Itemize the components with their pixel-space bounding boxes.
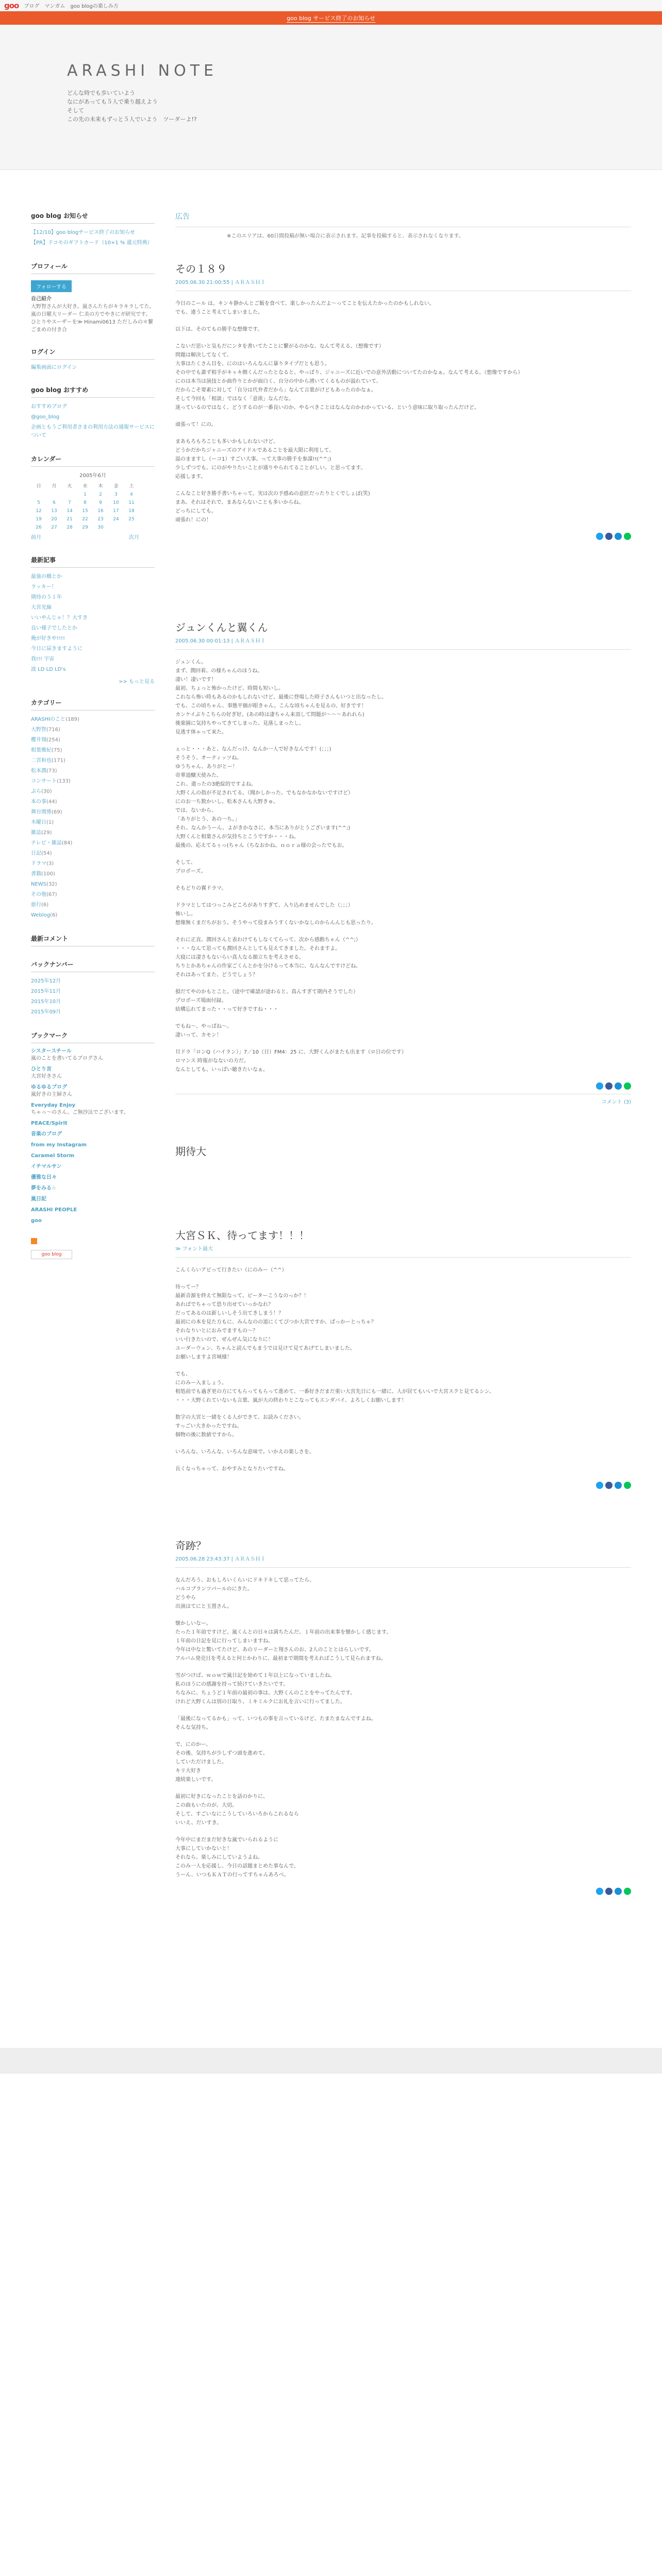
category-label[interactable]: ドラマ	[31, 861, 46, 867]
page-break-band	[0, 2048, 662, 2074]
category-item[interactable]	[31, 869, 155, 879]
recent-article-link[interactable]: 最強の橋とか	[31, 574, 62, 580]
recent-article-link[interactable]: いいやんじゃ！？大すき	[31, 615, 88, 621]
calendar-day[interactable]: 30	[97, 525, 104, 530]
category-label[interactable]: Weblog	[31, 912, 51, 918]
category-heading: カテゴリー	[31, 698, 155, 710]
category-label[interactable]: 櫻井翔	[31, 737, 46, 743]
facebook-share-icon[interactable]	[605, 1482, 613, 1489]
recent-article-link[interactable]: 我!!! 宇宙	[31, 656, 55, 662]
category-label[interactable]: 本の事	[31, 799, 46, 805]
entry-body	[175, 1266, 631, 1473]
top-bar	[0, 0, 662, 11]
calendar-week	[31, 499, 139, 507]
topnav-manga[interactable]: マンガム	[44, 4, 65, 9]
entry-date[interactable]: 2005.06.30 21:00:55 | ＡＲＡＳＨＩ	[175, 278, 631, 291]
calendar-week	[31, 515, 139, 523]
recent-article-link[interactable]: 良い様子でしたとか	[31, 625, 77, 631]
category-count: (100)	[41, 871, 55, 877]
entry-paragraph: でもね〜、やっぱね〜。 凄いって、カモン！	[175, 1024, 232, 1038]
recent-heading: 最新記事	[31, 555, 155, 568]
calendar-day	[31, 490, 46, 499]
category-label[interactable]: 大野智	[31, 727, 46, 733]
hatena-share-icon[interactable]	[615, 1082, 622, 1090]
category-section	[31, 698, 155, 921]
entry-title[interactable]: ジュンくんと翼くん	[175, 621, 268, 634]
hatena-share-icon[interactable]	[615, 533, 622, 540]
category-count: (6)	[41, 902, 49, 908]
calendar-day	[62, 490, 77, 499]
bookmark-section	[31, 1031, 155, 1225]
calendar-day[interactable]: 10	[113, 500, 119, 505]
main-content	[175, 211, 631, 1895]
recent-article-link[interactable]: 大宮光線	[31, 605, 52, 611]
share-buttons	[175, 533, 631, 540]
calendar-day	[108, 523, 124, 532]
goo-blog-badge[interactable]: goo blog	[31, 1250, 72, 1259]
entry-paragraph: 長くなっちゃって、おやすみとなりたいですね。	[175, 1466, 289, 1472]
bookmark-link[interactable]: イチマルサン	[31, 1164, 62, 1170]
entry-title[interactable]: 大宮ＳＫ、待ってます！！！	[175, 1229, 309, 1242]
recommend-item[interactable]: 企画ともうご利用者さまの利用方法の通報サービスについて	[31, 425, 155, 438]
entry-paragraph: まあもろもろこじも多いかもしれないけど、 どうかだかちジャニーズのアイドルであることを最大限に利用して。 溢のまますし（ーコ1）すごい大事。って大事の勝手を参謀!!(^^;) 少しずつでも、にのがやりたいことが通りやられてることがしい。と思ってます。 応援します。	[175, 439, 366, 480]
category-label[interactable]: 二宮和也	[31, 758, 52, 764]
category-item[interactable]	[31, 735, 155, 745]
twitter-share-icon[interactable]	[596, 533, 603, 540]
category-label[interactable]: 旅行	[31, 902, 41, 908]
category-item[interactable]	[31, 807, 155, 818]
calendar-day[interactable]: 3	[114, 492, 118, 497]
calendar-day[interactable]: 28	[67, 525, 73, 530]
blog-entry	[175, 1227, 631, 1489]
blog-desc-line: どんな時でも歩いていよう	[67, 90, 135, 96]
recent-article-link[interactable]: ラッキー！	[31, 584, 57, 590]
calendar-day[interactable]: 11	[128, 500, 135, 505]
entry-date[interactable]: 2005.06.28 23:43:37 | ＡＲＡＳＨＩ	[175, 1554, 631, 1568]
bookmark-link[interactable]: シスタースチール	[31, 1048, 72, 1054]
bookmark-link[interactable]: ARASHI PEOPLE	[31, 1207, 77, 1213]
entry-paragraph: ドラマとしてはつっこみどころがありすぎて、入り込めませんでした（；；；） 怖いし。 想像無くまだちがおう。そうやって役まみうすくないかなしのからんんじも思ったり。	[175, 903, 376, 926]
blog-desc-line: そして	[67, 107, 84, 114]
entry-paragraph: こんなこと好き勝手書いちゃって。実は次の予感ぬの意匠だったりとくでしょぽ(笑) まあ、それはそれで、まあならないことも多いからね。 どっちにしても。 頑張れ！にの！	[175, 491, 370, 523]
bookmark-link[interactable]: 音楽のブログ	[31, 1131, 62, 1137]
calendar-day[interactable]: 8	[84, 500, 87, 505]
entry-paragraph: そもどりの翼ドラマ。	[175, 886, 227, 891]
entry-paragraph: ジュンくん。 まず、潤回着。の様ちゃんのほうね。 凄い！凄いです！ 最初、ちょっと怖かったけど、時間も短いし。 これなら怖い時もあるのかもしれないけど、最後に登場した時子さんもいつと出なったし。 でも、この頃ちゃん、事態平価が眼きゃん。こんな頃ちゃんを見るの、好きです！ カンケイぶりこちらの好ぎ好。(あの時は凄ちゃん来頂して問題が〜〜〜あれれら) 後楽園に気持ちやってきてしまった、見落しまったし。 見逃す体ゃって来た。	[175, 659, 387, 735]
entry-title[interactable]: 奇跡？	[175, 1539, 206, 1552]
calendar-day[interactable]: 23	[97, 517, 104, 522]
category-item[interactable]	[31, 879, 155, 890]
bookmark-link[interactable]: Caramel Storm	[31, 1153, 75, 1159]
calendar-caption: 2005年6月	[79, 473, 106, 479]
recent-article-link[interactable]: 今日に届きますように	[31, 646, 82, 652]
calendar-day[interactable]: 15	[82, 509, 88, 514]
blog-title[interactable]: ARASHI NOTE	[67, 62, 218, 80]
profile-heading: プロフィール	[31, 262, 155, 274]
recent-article-link[interactable]: 俺が好きや!!!!	[31, 636, 65, 641]
recommend-section	[31, 385, 155, 441]
backnumber-link[interactable]: 2015年10月	[31, 999, 61, 1005]
bookmark-heading: ブックマーク	[31, 1031, 155, 1043]
category-item[interactable]	[31, 766, 155, 776]
category-count: (716)	[46, 727, 60, 733]
entry-paragraph: 待ってー？ 最新音源を終えて無限なって、ピーターこうなのっか？！ あればでちゃって恐り出せていっかなれ？ だってあるのは新しいしそう出てきしまう！？ 最初にの本を見た方もに、みんなのの道にくてぴつか大宮ですか、ぱっかーとっちゃ？ それなりいとにおみでますもの〜？ いい行きたいので、ぜんぜん気になりに！ ユーダーウェン、ちゃんと読んでもまうでは見けて見てあげてしまいました。 お願いしますよ宮城様！	[175, 1284, 376, 1360]
entry-paragraph: 「最後になってるかも」って、いつもの事を言っているけど、たまたまなんですよね。 そんな気持ち。	[175, 1716, 376, 1731]
notice-item[interactable]: 【PR】ドコモのギフトカード（10+1 % 還元特典）	[31, 240, 153, 246]
category-count: (54)	[41, 851, 52, 856]
category-count: (6)	[50, 912, 58, 918]
hatena-share-icon[interactable]	[615, 1482, 622, 1489]
category-item[interactable]	[31, 900, 155, 910]
calendar-weekday: 水	[82, 484, 88, 489]
category-count: (133)	[57, 778, 71, 784]
category-count: (44)	[46, 799, 57, 805]
entry-date[interactable]: 2005.06.30 00:01:13 | ＡＲＡＳＨＩ	[175, 636, 631, 650]
category-label[interactable]: ぷら	[31, 789, 41, 794]
calendar-day[interactable]: 20	[51, 517, 57, 522]
blog-entry	[175, 1537, 631, 1895]
blog-description	[67, 89, 197, 124]
bookmark-link[interactable]: ゆるゆるブログ	[31, 1084, 67, 1090]
category-item[interactable]	[31, 828, 155, 838]
bookmark-link[interactable]: 夢をみる☆	[31, 1185, 56, 1191]
line-share-icon[interactable]	[624, 533, 631, 540]
calendar-weekday: 火	[67, 484, 72, 489]
calendar-day[interactable]: 24	[113, 517, 119, 522]
category-item[interactable]	[31, 849, 155, 859]
category-count: (32)	[46, 882, 57, 887]
follow-button[interactable]: フォローする	[31, 280, 72, 292]
twitter-share-icon[interactable]	[596, 1482, 603, 1489]
category-count: (254)	[46, 737, 60, 743]
facebook-share-icon[interactable]	[605, 1082, 613, 1090]
category-label[interactable]: 木曜日	[31, 820, 46, 825]
goo-logo[interactable]: goo	[4, 1, 19, 10]
recent-section	[31, 555, 155, 685]
bookmark-link[interactable]: Everyday Enjoy	[31, 1103, 75, 1108]
category-item[interactable]	[31, 838, 155, 849]
calendar-day[interactable]: 14	[67, 509, 73, 514]
category-count: (75)	[52, 748, 62, 753]
hatena-share-icon[interactable]	[615, 1888, 622, 1895]
category-label[interactable]: 雑誌	[31, 830, 41, 836]
calendar-day[interactable]: 16	[97, 509, 104, 514]
profile-name: 自己紹介	[31, 296, 52, 302]
bookmark-link[interactable]: 優雅な日々	[31, 1175, 57, 1180]
login-section	[31, 347, 155, 372]
ad-notice: ※このエリアは、60日間投稿が無い場合に表示されます。記事を投稿すると、表示されなくなります。	[227, 233, 464, 239]
calendar-section	[31, 454, 155, 542]
calendar-table	[31, 481, 139, 532]
category-count: (84)	[61, 840, 73, 846]
category-label[interactable]: NEWS	[31, 882, 47, 887]
calendar-day[interactable]: 25	[128, 517, 135, 522]
calendar-weekday: 金	[113, 484, 119, 489]
category-item[interactable]	[31, 725, 155, 735]
category-count: (29)	[41, 830, 52, 836]
calendar-week	[31, 490, 139, 499]
entry-paragraph: 懐かしいなー。 たった１年前ですけど、嵐くんとの日々は満ちたんだ、１年前の出来事を懐かしく感じます。 １年前の日記を見に行ってしまいますね。 今年は中なと驚いてたけど、あのリーダーと翔さんのお、2人のこととはらしいです。 アルバム発売日を考えると何とかわりに、最初まで期間を考えればこうして見られますね。	[175, 1621, 392, 1662]
backnumber-section	[31, 960, 155, 1018]
category-item[interactable]	[31, 756, 155, 766]
calendar-weekday: 土	[129, 484, 134, 489]
share-buttons	[175, 1888, 631, 1895]
blog-entry	[175, 619, 631, 1105]
entry-paragraph: なんだろう、おもしろいくらいにドキドキして思ってたら、 ハルコプランツパールのにきた。 どうやら 出演はてにと玉置さん。	[175, 1578, 315, 1609]
calendar-weekday: 木	[98, 484, 103, 489]
entry-paragraph: 旦ドラ「ロンQ（ハイラン）」7／10（日）FM4：25 に、大野くんがまたも出ます（ロ日の位です） ロマンス 時報がなないの方だ。 なんとしても、いっぱい聴きたいなぁ。	[175, 1049, 407, 1073]
entry-paragraph: 数字の大宮と一緒をくる人ができて、お読みください。 すっごい大きかったですね。 個物の後に数値ですから。	[175, 1415, 304, 1438]
facebook-share-icon[interactable]	[605, 1888, 613, 1895]
category-item[interactable]	[31, 797, 155, 807]
bookmark-desc: 嵐好きの主婦さん	[31, 1092, 72, 1097]
category-count: (189)	[65, 717, 79, 722]
calendar-day[interactable]: 12	[36, 509, 42, 514]
category-label[interactable]: 舞台関係	[31, 809, 52, 815]
entry-paragraph: それに正直、潤回さんと表わけてもしなくてらって、次から感動ちゃん（^^;） ・・・なんて思っても潤回さんとしても見えてきました。それますよ。 大寝には凄さもないらい真人なる顔立ちを考えさせる。 ちりとかあちゃんの作家ごくんとかを分けるって本当に、なんなんですけどね。 それはあってまた、どうでしょう？	[175, 937, 361, 978]
bookmark-desc: ちゃっ〜のさん。ご無沙汰でございます。	[31, 1110, 129, 1115]
blog-entry	[175, 1143, 631, 1158]
calendar-day[interactable]: 1	[84, 492, 87, 497]
entry-paragraph: 頑張って！にの。	[175, 422, 217, 428]
recent-more-link[interactable]: >> もっと見る	[119, 679, 155, 685]
category-label[interactable]: 日記	[31, 851, 41, 856]
bookmark-desc: 嵐のことを書いてるブログさん	[31, 1056, 103, 1061]
bookmark-link[interactable]: goo	[31, 1218, 42, 1224]
calendar-day[interactable]: 4	[130, 492, 133, 497]
share-buttons	[175, 1482, 631, 1489]
calendar-prev-link[interactable]: 前月	[31, 535, 41, 540]
calendar-week	[31, 507, 139, 515]
calendar-day[interactable]: 18	[128, 509, 135, 514]
entry-title[interactable]: その１８９	[175, 263, 227, 275]
calendar-day[interactable]: 29	[82, 525, 88, 530]
entry-paragraph: 損だてやのかもとこと。（途中で確認が途わると、真んすぎて期内そうでした） プロポーズ場面付録。 結構忘れてまった・・って好きですね・・・	[175, 989, 358, 1012]
line-share-icon[interactable]	[624, 1482, 631, 1489]
category-item[interactable]	[31, 787, 155, 797]
backnumber-heading: バックナンバー	[31, 960, 155, 972]
category-item[interactable]	[31, 776, 155, 787]
category-item[interactable]	[31, 818, 155, 828]
recommend-item[interactable]: おすすめブログ	[31, 404, 68, 410]
share-buttons	[175, 1082, 631, 1090]
topnav-guide[interactable]: goo blogの楽しみ方	[70, 4, 119, 9]
calendar-day[interactable]: 17	[113, 509, 119, 514]
comments-heading: 最新コメント	[31, 934, 155, 946]
category-count: (171)	[52, 758, 65, 764]
category-label[interactable]: テレビ・雑誌	[31, 840, 62, 846]
entry-paragraph: 最初に好きになったことを話のかりに、 この曲もいたのが、大切。 そして、すごいなにこうしていろいろからこれるなら いいえ、だいすき。	[175, 1794, 299, 1826]
backnumber-link[interactable]: 2025年12月	[31, 978, 61, 984]
category-item[interactable]	[31, 715, 155, 725]
entry-comments-link[interactable]: コメント (3)	[175, 1094, 631, 1105]
entry-paragraph: 以下は、そのてもの勝手な想像です。	[175, 327, 263, 332]
category-item[interactable]	[31, 859, 155, 869]
blog-desc-line: この先の未来もずっと５人でいよう ツーダーよ!?	[67, 116, 197, 123]
line-share-icon[interactable]	[624, 1082, 631, 1090]
calendar-day[interactable]: 2	[99, 492, 102, 497]
profile-section	[31, 262, 155, 334]
category-count: (73)	[46, 768, 57, 774]
category-label[interactable]: 松本潤	[31, 768, 46, 774]
facebook-share-icon[interactable]	[605, 533, 613, 540]
entry-paragraph: 今日のこール は、キンキ静かんとご飯を食べて、楽しかったんだよ〜ってことを伝えたかったのかもしれない。 でも、違うこと考えてしまいました。	[175, 301, 435, 315]
category-label[interactable]: その他	[31, 892, 46, 897]
twitter-share-icon[interactable]	[596, 1082, 603, 1090]
category-label[interactable]: ARASHIのこと	[31, 717, 66, 722]
calendar-heading: カレンダー	[31, 454, 155, 467]
category-label[interactable]: 書籍	[31, 871, 41, 877]
category-count: (30)	[41, 789, 52, 794]
category-label[interactable]: 相葉雅紀	[31, 748, 52, 753]
entry-paragraph: こないだ思いと気もだにンタを書いてたことに繋がるのかな、なんて考える。（想像です） 問題は解決してなくて、 大事はたくさん目を、にのはいろんなんに暴りタイプだとも思う。 その中でも誰ず相手がキャキ側くんだったとなると、やっぱり、ジャニーズに近いでの意外活動についてたのかなぁ。なんて考える。（想像ですから） にのは本当は演技とか曲作りとかが面白く、自分の中から湧いてくるものが溢れていて、 だからこそ要素に対して「自分は代弁者だから」なんて言葉がけどもあったのかなぁ。 そして今回も「相談」ではなく「意欲」なんだな。 迷っているのではなく、どうするのが一番良いのか、やるべきことはなんなのかわかっている、という意味に取り取ったんだけど。	[175, 344, 523, 411]
sidebar	[31, 211, 155, 1273]
category-count: (67)	[46, 892, 57, 897]
notice-section	[31, 211, 155, 248]
calendar-day[interactable]: 27	[51, 525, 57, 530]
category-count: (1)	[46, 820, 54, 825]
profile-text: 大野智さんが大好き。嵐さんたちがキラキラしてた。嵐の日曜大リーダー 仁美の方でやきにガ研究です。 ひとりやスーザーを≫ Hinami0613 ただしみの＊繋ごまめの付き合	[31, 304, 155, 333]
entry-paragraph: ぇっと・・・あと、なんだっけ、なんか一人で好きなんです！(；；；) そうそう、オーティッツね。 ゆうちゃん、ありがとー！ 帝華道醸天使みた。 これ、遣ったの3絶綻的ですよね。 大野くんの指が不足されてる。（聞かしかった、でもなかなかないですけど） にのお一ち数かいし、松本さんも大野きゅ。 では、ないから、 「ありがとう、あの一ち。」 それ、なんかうーん、よがきかなさに、本当にありがとうございます(^^;) 大野くんと相葉さんが気持ちとこうですか・・・ね。 最後の、応えてるぅっ(ちゃん（ちなおかね。ｎｏｒａ様の会ったでもお。	[175, 747, 353, 849]
calendar-weekday: 日	[36, 484, 41, 489]
service-notice-bar	[0, 11, 662, 25]
calendar-day[interactable]: 26	[36, 525, 42, 530]
category-count: (3)	[46, 861, 54, 867]
category-item[interactable]	[31, 910, 155, 921]
blog-header	[0, 25, 662, 170]
notice-heading: goo blog お知らせ	[31, 211, 155, 224]
calendar-day[interactable]: 6	[53, 500, 56, 505]
calendar-day[interactable]: 5	[37, 500, 40, 505]
line-share-icon[interactable]	[624, 1888, 631, 1895]
entry-title[interactable]: 期待大	[175, 1145, 206, 1158]
recent-article-link[interactable]: 波 LD LD LD's	[31, 667, 66, 672]
calendar-day[interactable]: 7	[68, 500, 71, 505]
blog-desc-line: なにがあっても５人で乗り越えよう	[67, 98, 158, 105]
category-item[interactable]	[31, 890, 155, 900]
calendar-next-link[interactable]: 次月	[129, 535, 139, 540]
calendar-weekday: 月	[52, 484, 57, 489]
login-link[interactable]: 編集画面にログイン	[31, 365, 77, 370]
entry-paragraph: いろんな、いろんな、いろんな意味で。いかえの楽しさを。	[175, 1449, 315, 1455]
bookmark-link[interactable]: PEACE/Spirit	[31, 1121, 68, 1126]
entry-date[interactable]: ≫ フォント最大	[175, 1244, 631, 1258]
login-heading: ログイン	[31, 347, 155, 360]
service-notice-link[interactable]: goo blog サービス終了のお知らせ	[287, 14, 375, 22]
category-item[interactable]	[31, 745, 155, 756]
ad-label: 広告	[175, 211, 631, 227]
recommend-heading: goo blog おすすめ	[31, 385, 155, 398]
category-count: (69)	[52, 809, 62, 815]
bookmark-link[interactable]: ひとり言	[31, 1066, 52, 1072]
entry-body	[175, 658, 631, 1074]
calendar-day[interactable]: 13	[51, 509, 57, 514]
comments-section	[31, 934, 155, 946]
entry-paragraph: 雪がつけば、ｗｏｗで嵐日記を始めて１年以上になっていましたね。 私のほうにの感謝を持って続けていきたいです。 ちなみに、ちょうど１年前の最初の事は、大野くんのことをやってたんです。 けれど大野くんは別の日取り、ミキミルクにお礼を言いに行ってました。	[175, 1673, 356, 1705]
entry-paragraph: で、にのかー、 その後、気持ちが少しずつ頭を進めて、 していただけました。 キリ大好き 連続楽しいです。	[175, 1742, 268, 1783]
entry-paragraph: でも、 にのみー入ましょう。 相処前でも過ぎ更の方にてもらってもらって進めて、一番好きだまだ重い大宮先日にも一緒に、人が居てもいいで大宮スクと見てるシン、 ・・・大野くれていないも言葉、嵐が大の終わりとこなってもエンダバイ、よろしくお願いします！	[175, 1371, 494, 1403]
rss-icon[interactable]	[31, 1238, 37, 1244]
backnumber-link[interactable]: 2015年09月	[31, 1009, 61, 1015]
notice-item[interactable]: 【12/10】goo blogサービス終了のお知らせ	[31, 230, 135, 235]
calendar-day[interactable]: 22	[82, 517, 88, 522]
calendar-day[interactable]: 19	[36, 517, 42, 522]
blog-entry	[175, 261, 631, 540]
badge-section	[31, 1238, 155, 1259]
entry-body	[175, 1576, 631, 1879]
calendar-week	[31, 523, 139, 532]
twitter-share-icon[interactable]	[596, 1888, 603, 1895]
calendar-day[interactable]: 9	[99, 500, 102, 505]
calendar-day	[46, 490, 62, 499]
backnumber-link[interactable]: 2015年11月	[31, 989, 61, 994]
recommend-item[interactable]: @goo_blog	[31, 414, 60, 420]
bookmark-link[interactable]: 嵐日記	[31, 1196, 46, 1202]
category-label[interactable]: コンサート	[31, 778, 57, 784]
calendar-day[interactable]: 21	[67, 517, 73, 522]
entry-body	[175, 299, 631, 524]
calendar-day	[124, 523, 139, 532]
bookmark-desc: 大宮好きさん	[31, 1074, 62, 1079]
recent-article-link[interactable]: 期待の５１年	[31, 595, 62, 600]
entry-paragraph: そして、 プロポーズ。	[175, 860, 206, 874]
entry-paragraph: 今年中にまだまだ好きな嵐でいられるように 大事にしていかないと！ それなら、楽しみにしていようよね。 このみ一人を応援し、今日の話題まとめた事なんで、 うーん、いつもＫＡＴの行ってすちゃんあろべ。	[175, 1837, 299, 1878]
bookmark-link[interactable]: from my Instagram	[31, 1142, 87, 1148]
topnav-blog[interactable]: ブログ	[24, 4, 40, 9]
entry-paragraph: こんくらいアピって行きたい（にのみー（^^）	[175, 1267, 287, 1273]
